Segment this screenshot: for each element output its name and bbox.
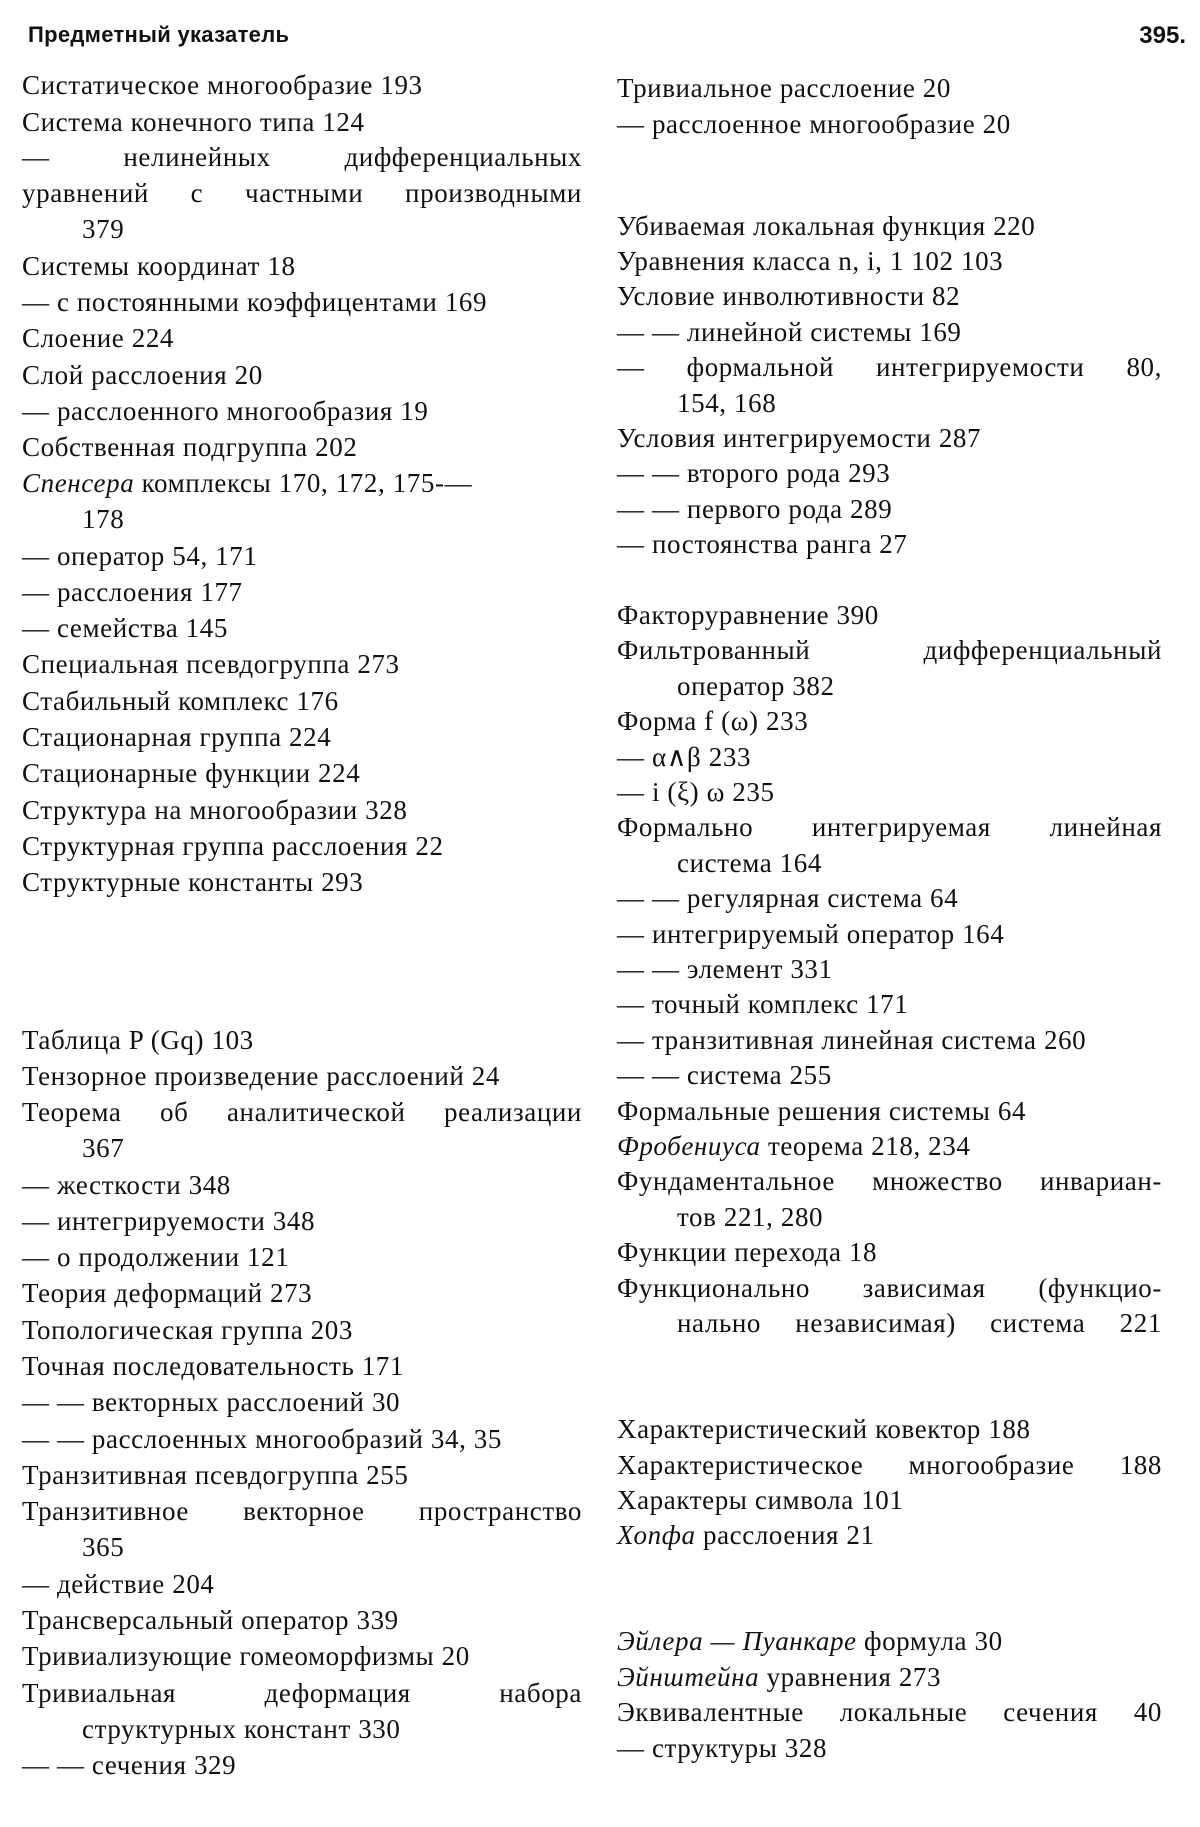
index-entry: Эйнштейна уравнения 273 bbox=[617, 1662, 942, 1692]
index-entry-continuation: 367 bbox=[82, 1133, 125, 1163]
index-entry: Форма f (ω) 233 bbox=[617, 706, 809, 736]
index-entry: Формальные решения системы 64 bbox=[617, 1096, 1027, 1126]
index-entry-continuation: 365 bbox=[82, 1532, 125, 1562]
index-entry: Теорема об аналитической реализации bbox=[22, 1097, 582, 1127]
index-entry: — — регулярная система 64 bbox=[617, 883, 959, 913]
index-entry: Транзитивная псевдогруппа 255 bbox=[22, 1460, 409, 1490]
index-entry: Функции перехода 18 bbox=[617, 1237, 878, 1267]
index-entry: Стационарные функции 224 bbox=[22, 758, 361, 788]
index-entry: — интегрируемый оператор 164 bbox=[617, 919, 1005, 949]
index-entry: Точная последовательность 171 bbox=[22, 1351, 405, 1381]
index-entry: — точный комплекс 171 bbox=[617, 989, 909, 1019]
index-entry: Тривиальное расслоение 20 bbox=[617, 73, 952, 103]
index-entry: — расслоения 177 bbox=[22, 577, 243, 607]
index-entry: Фробениуса теорема 218, 234 bbox=[617, 1131, 971, 1161]
index-entry: Системы координат 18 bbox=[22, 251, 296, 281]
index-entry: — семейства 145 bbox=[22, 613, 228, 643]
index-entry: — — линейной системы 169 bbox=[617, 317, 962, 347]
index-entry: Условия интегрируемости 287 bbox=[617, 423, 982, 453]
index-entry: — структуры 328 bbox=[617, 1733, 828, 1763]
index-entry: Транзитивное векторное пространство bbox=[22, 1496, 582, 1526]
index-entry-continuation: 154, 168 bbox=[677, 388, 777, 418]
index-entry: Собственная подгруппа 202 bbox=[22, 432, 358, 462]
index-entry: Структурные константы 293 bbox=[22, 867, 364, 897]
index-entry: Факторуравнение 390 bbox=[617, 600, 879, 630]
index-entry: — интегрируемости 348 bbox=[22, 1206, 316, 1236]
index-entry: Топологическая группа 203 bbox=[22, 1315, 353, 1345]
index-entry: Трансверсальный оператор 339 bbox=[22, 1605, 399, 1635]
index-entry: Стационарная группа 224 bbox=[22, 722, 332, 752]
index-entry: — расслоенное многообразие 20 bbox=[617, 109, 1011, 139]
index-entry: Тензорное произведение расслоений 24 bbox=[22, 1061, 500, 1091]
index-entry: Стабильный комплекс 176 bbox=[22, 686, 339, 716]
index-entry: — — первого рода 289 bbox=[617, 494, 893, 524]
index-entry: Формально интегрируемая линейная bbox=[617, 812, 1162, 842]
index-entry: — постоянства ранга 27 bbox=[617, 529, 908, 559]
index-entry: — с постоянными коэффицентами 169 bbox=[22, 287, 488, 317]
index-entry: — — расслоенных многообразий 34, 35 bbox=[22, 1424, 502, 1454]
index-entry: Теория деформаций 273 bbox=[22, 1278, 313, 1308]
index-entry: Эквивалентные локальные сечения 40 bbox=[617, 1697, 1162, 1727]
index-entry: Характеристическое многообразие 188 bbox=[617, 1450, 1162, 1480]
index-entry-continuation: 379 bbox=[82, 214, 125, 244]
index-entry: Тривиализующие гомеоморфизмы 20 bbox=[22, 1641, 470, 1671]
index-entry: — — векторных расслоений 30 bbox=[22, 1387, 401, 1417]
index-entry: — транзитивная линейная система 260 bbox=[617, 1025, 1087, 1055]
index-entry: Структура на многообразии 328 bbox=[22, 795, 408, 825]
index-entry: Систатическое многообразие 193 bbox=[22, 70, 423, 100]
index-entry: Слоение 224 bbox=[22, 323, 175, 353]
index-entry: — — элемент 331 bbox=[617, 954, 833, 984]
index-entry: — — сечения 329 bbox=[22, 1750, 237, 1780]
index-entry: уравнений с частными производными bbox=[22, 178, 582, 208]
index-entry: — о продолжении 121 bbox=[22, 1242, 290, 1272]
index-entry: — i (ξ) ω 235 bbox=[617, 777, 775, 807]
index-entry-continuation: оператор 382 bbox=[677, 671, 835, 701]
index-entry: Функционально зависимая (функцио- bbox=[617, 1273, 1162, 1303]
index-entry: — α∧β 233 bbox=[617, 742, 752, 772]
index-entry-continuation: тов 221, 280 bbox=[677, 1202, 824, 1232]
index-entry: Убиваемая локальная функция 220 bbox=[617, 211, 1036, 241]
index-entry: Структурная группа расслоения 22 bbox=[22, 831, 444, 861]
running-header-title: Предметный указатель bbox=[28, 22, 290, 47]
index-entry: Эйлера — Пуанкаре формула 30 bbox=[617, 1626, 1003, 1656]
index-entry: — — система 255 bbox=[617, 1060, 832, 1090]
index-entry: Характеры символа 101 bbox=[617, 1485, 904, 1515]
index-entry: — формальной интегрируемости 80, bbox=[617, 352, 1162, 382]
index-entry: Тривиальная деформация набора bbox=[22, 1678, 582, 1708]
index-entry-continuation: структурных констант 330 bbox=[82, 1714, 401, 1744]
index-entry: Слой расслоения 20 bbox=[22, 360, 263, 390]
index-entry: Фундаментальное множество инвариан- bbox=[617, 1166, 1162, 1196]
index-entry: — жесткости 348 bbox=[22, 1170, 231, 1200]
index-entry: — нелинейных дифференциальных bbox=[22, 142, 582, 172]
page-number: 395. bbox=[1139, 22, 1186, 49]
index-entry: Система конечного типа 124 bbox=[22, 107, 365, 137]
index-entry: Таблица P (Gq) 103 bbox=[22, 1025, 254, 1055]
index-entry: — оператор 54, 171 bbox=[22, 541, 258, 571]
index-entry: Спенсера комплексы 170, 172, 175-— bbox=[22, 468, 473, 498]
index-entry: Условие инволютивности 82 bbox=[617, 281, 961, 311]
index-entry: Фильтрованный дифференциальный bbox=[617, 635, 1162, 665]
index-entry: Специальная псевдогруппа 273 bbox=[22, 649, 400, 679]
index-entry: Характеристический ковектор 188 bbox=[617, 1414, 1031, 1444]
index-entry: Хопфа расслоения 21 bbox=[617, 1520, 875, 1550]
index-entry-continuation: нально независимая) система 221 bbox=[677, 1308, 1162, 1338]
index-entry: Уравнения класса n, i, 1 102 103 bbox=[617, 246, 1004, 276]
index-entry-continuation: система 164 bbox=[677, 848, 822, 878]
index-entry: — — второго рода 293 bbox=[617, 458, 891, 488]
index-entry-continuation: 178 bbox=[82, 504, 125, 534]
index-entry: — расслоенного многообразия 19 bbox=[22, 396, 429, 426]
index-entry: — действие 204 bbox=[22, 1569, 215, 1599]
